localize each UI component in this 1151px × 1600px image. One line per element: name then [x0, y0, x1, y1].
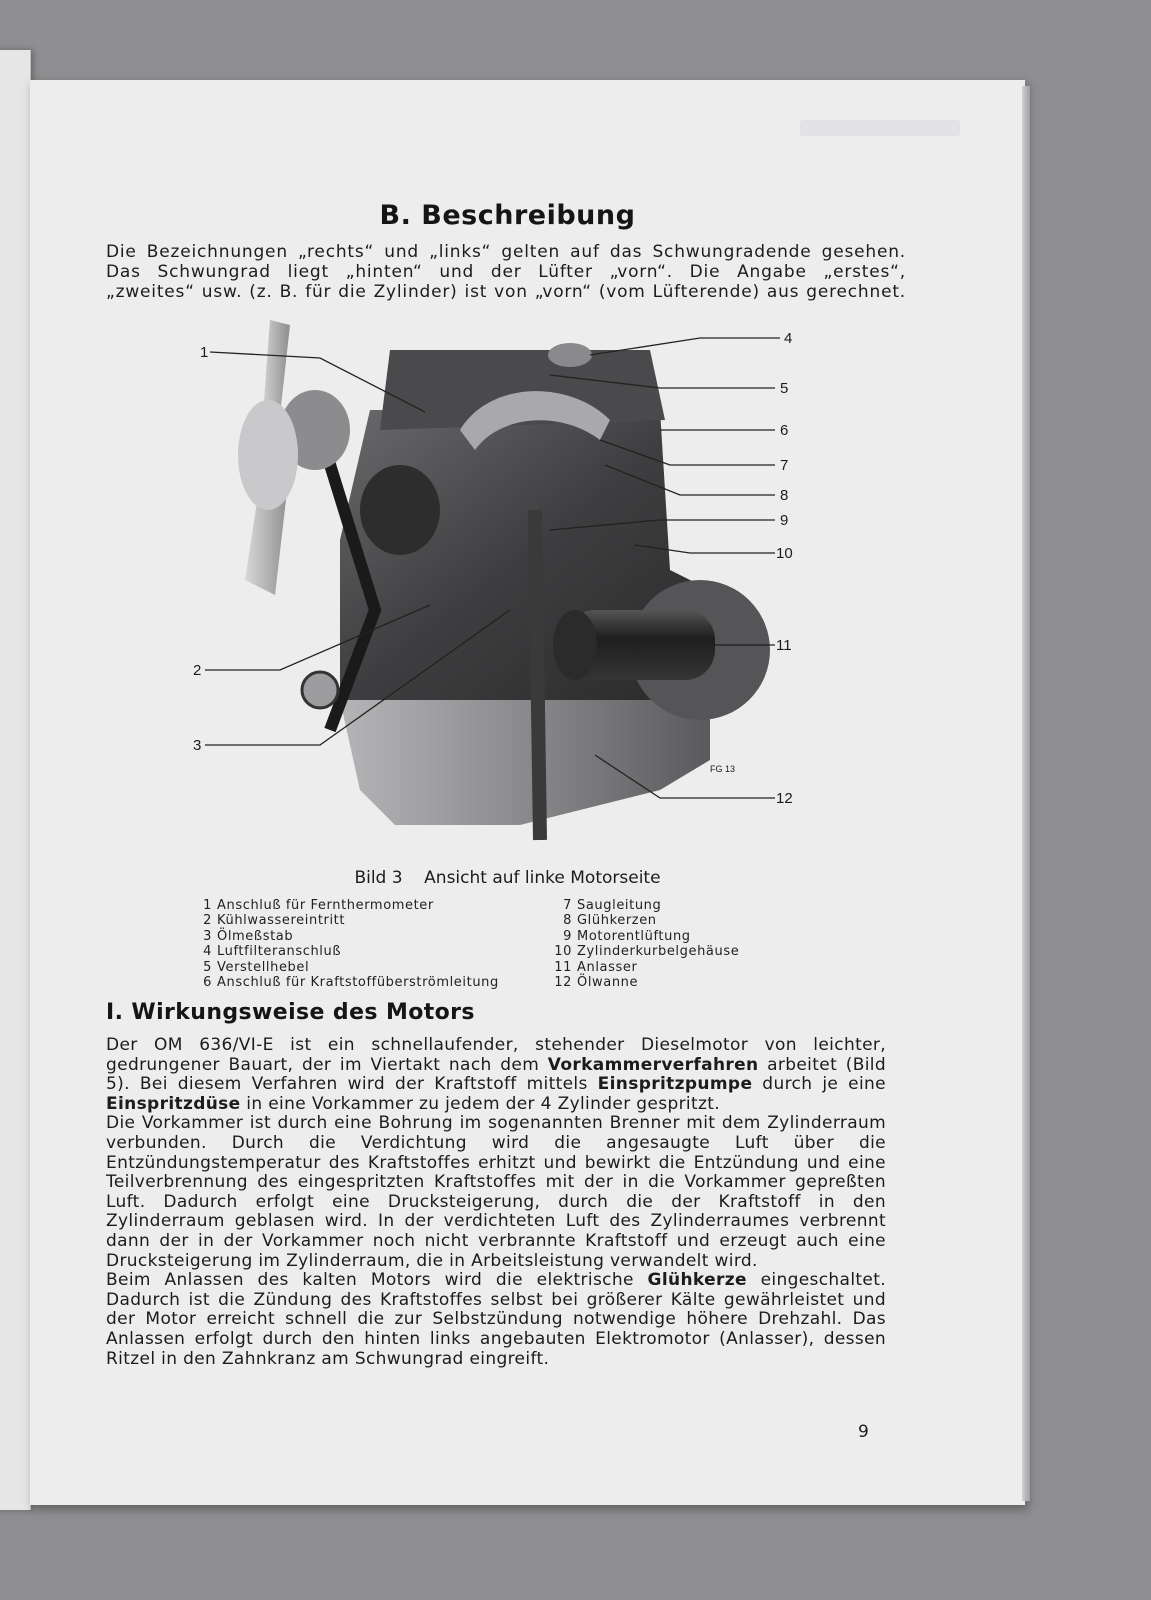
crank-pulley-shape — [302, 672, 338, 708]
intro-line-1: Die Bezeichnungen „rechts“ und „links“ gelten auf das Schwungradende gesehen. — [106, 242, 906, 262]
callout-11: 11 — [776, 637, 792, 654]
callout-5: 5 — [780, 380, 789, 397]
legend-item: 10 Zylinderkurbelgehäuse — [554, 944, 740, 960]
intro-line-2: Das Schwungrad liegt „hinten“ und der Lüfter „vorn“. Die Angabe „erstes“, — [106, 262, 906, 282]
callout-1: 1 — [200, 344, 209, 361]
page-number: 9 — [858, 1422, 869, 1442]
engine-figure — [190, 320, 830, 860]
legend-item: 4 Luftfilteranschluß — [203, 944, 342, 960]
paragraph-3: Beim Anlassen des kalten Motors wird die elektrische Glühkerze eingeschaltet. Dadurch ist die Zündung des Kraftstoffes selbst bei größerer Kälte gewährleistet und der Motor erreicht schnell die zur Selbstzündung notwendige höhere Drehzahl. Das Anlassen erfolgt durch den hinten links angebauten Elektromotor (Anlasser), dessen Ritzel in den Zahnkranz am Schwungrad eingreift. — [106, 1270, 886, 1369]
legend-item: 8 Glühkerzen — [563, 913, 657, 929]
legend-item: 11 Anlasser — [554, 959, 638, 975]
air-filter-connector-shape — [548, 343, 592, 367]
legend-item: 3 Ölmeßstab — [203, 928, 294, 944]
legend-item: 6 Anschluß für Kraftstoffüberströmleitung — [203, 975, 499, 991]
legend-item: 12 Ölwanne — [554, 975, 639, 991]
body-text — [106, 1036, 886, 1369]
callout-8: 8 — [780, 487, 789, 504]
paragraph-2: Die Vorkammer ist durch eine Bohrung im sogenannten Brenner mit dem Zylinderraum verbunden. Durch die Verdichtung wird die angesaugte Luft über die Entzündungstemperatur des Kraftstoffes erhitzt und bewirkt die Entzündung und eine Teilverbrennung des eingespritzten Kraftstoffes mit der in die Vorkammer gepreßten Luft. Dadurch erfolgt eine Drucksteigerung, durch die der Kraftstoff in den Zylinderraum geblasen wird. In der verdichteten Luft des Zylinderraumes verbrennt dann der in der Vorkammer noch nicht verbrannte Kraftstoff und erzeugt auch eine Drucksteigerung im Zylinderraum, die in Arbeitsleistung verwandelt wird. — [106, 1113, 886, 1271]
subsection-title: I. Wirkungsweise des Motors — [106, 1000, 475, 1025]
callout-9: 9 — [780, 512, 789, 529]
legend-item: 1 Anschluß für Fernthermometer — [203, 898, 434, 913]
callout-4: 4 — [784, 330, 793, 347]
callout-7: 7 — [780, 457, 789, 474]
generator-shape — [360, 465, 440, 555]
legend-right — [548, 898, 739, 990]
callout-12: 12 — [776, 790, 793, 807]
figure-mark: FG 13 — [710, 764, 736, 774]
legend-item: 7 Saugleitung — [563, 898, 662, 913]
paragraph-1: Der OM 636/VI-E ist ein schnellaufender, stehender Dieselmotor von leichter, gedrungener Bauart, der im Viertakt nach dem Vorkammerverfahren arbeitet (Bild 5). Bei diesem Verfahren wird der Kraftstoff mittels Einspritzpumpe durch je eine Einspritzdüse in eine Vorkammer zu jedem der 4 Zylinder gespritzt. — [106, 1035, 887, 1114]
starter-end-shape — [553, 610, 597, 680]
intro-line-3: „zweites“ usw. (z. B. für die Zylinder) ist von „vorn“ (vom Lüfterende) aus gerechnet. — [106, 282, 906, 302]
oil-pan-shape — [340, 700, 710, 825]
figure-caption: Bild 3 Ansicht auf linke Motorseite — [354, 868, 661, 888]
engine-illustration — [190, 320, 830, 860]
callout-3: 3 — [193, 737, 202, 754]
legend-left — [188, 898, 499, 990]
fan-hub-shape — [238, 400, 298, 510]
callout-10: 10 — [776, 545, 793, 562]
callout-2: 2 — [193, 662, 202, 679]
section-title: B. Beschreibung — [379, 200, 636, 231]
legend-item: 5 Verstellhebel — [203, 959, 310, 975]
page-edge-shadow — [1022, 86, 1030, 1501]
legend-item: 2 Kühlwassereintritt — [203, 913, 346, 929]
intro-paragraph — [106, 242, 906, 302]
callout-6: 6 — [780, 422, 789, 439]
facing-page-edge — [0, 50, 31, 1510]
dipstick-tube-shape — [535, 510, 540, 840]
legend-item: 9 Motorentlüftung — [563, 928, 691, 944]
